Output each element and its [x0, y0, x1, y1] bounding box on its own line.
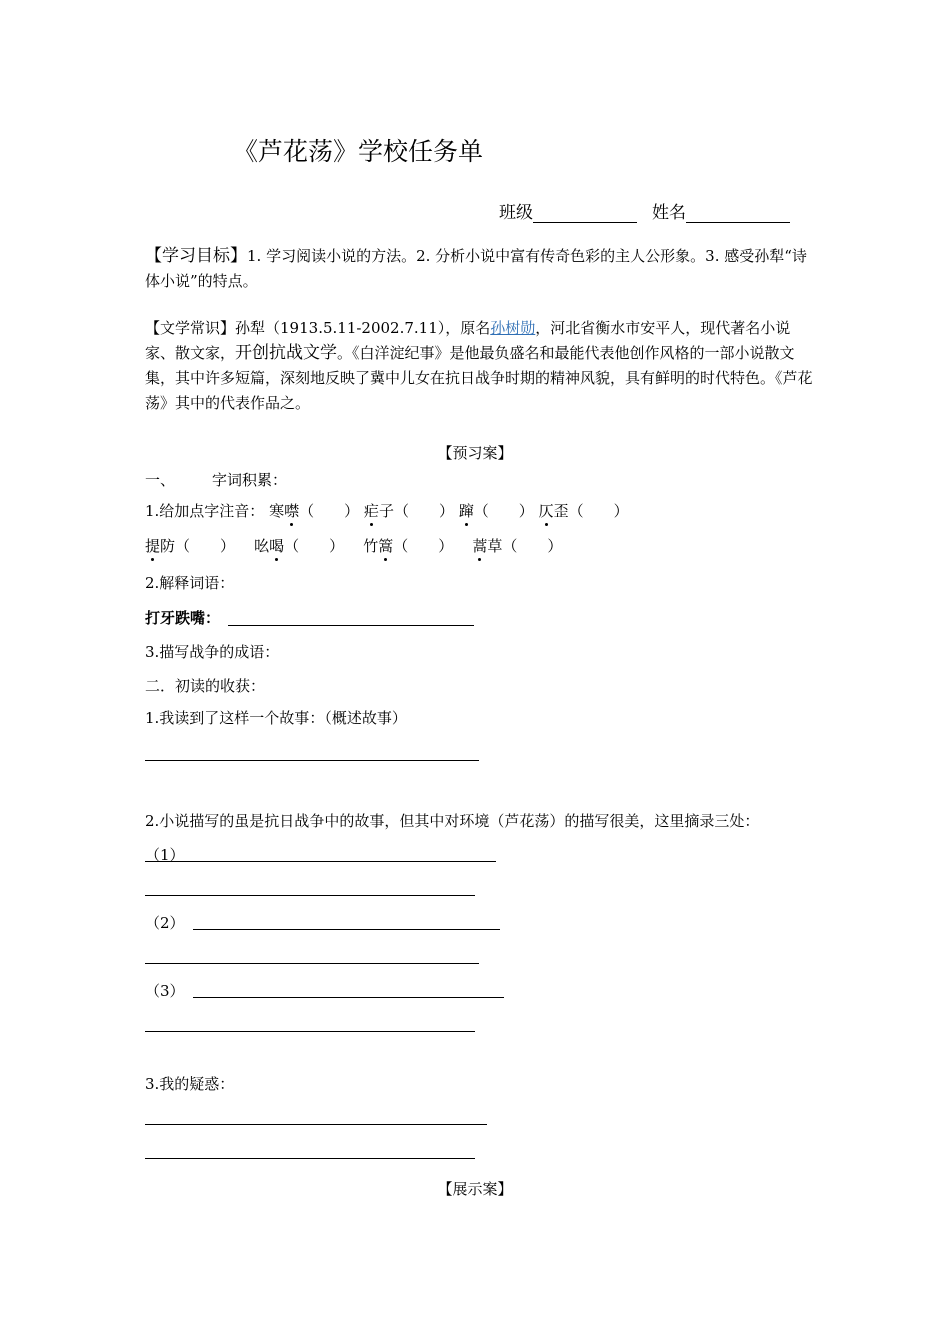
excerpt-1-line[interactable] — [145, 861, 496, 862]
excerpt-3-label: （3） — [145, 982, 185, 1000]
knowledge-text-4: 。《白洋淀纪事》是他最负盛名和最能代表他创作风格的一部小说散文集，其中许多短篇，深刻地反映了冀中儿女在抗日战争时期的精神风貌，具有鲜明的时代特色。《芦花荡》其中的代表作品之。 — [145, 344, 813, 412]
knowledge-text-2: ，河北省衡水市安平人，现代著名小说家、散文家， — [145, 319, 791, 362]
excerpt-2-line-2[interactable] — [145, 963, 479, 964]
knowledge-text-3: 开创抗战文学 — [235, 343, 338, 363]
class-label: 班级 — [499, 203, 533, 223]
section-2-title: 二．初读的收获： — [145, 677, 266, 695]
story-question: 1.我读到了这样一个故事：（概述故事） — [145, 709, 407, 727]
doubts-line-2[interactable] — [145, 1158, 475, 1159]
learning-goals — [145, 244, 813, 294]
pinyin-question — [145, 500, 629, 521]
name-field[interactable] — [652, 198, 790, 223]
name-blank[interactable] — [686, 204, 790, 223]
pinyin-item: 蒿草（ ） — [472, 537, 563, 555]
doubts-line-1[interactable] — [145, 1124, 487, 1125]
section-1-title: 字词积累： — [212, 471, 288, 489]
literary-knowledge — [145, 316, 813, 416]
pinyin-item: 疟子（ ） — [363, 502, 454, 520]
excerpt-1-label: （1） — [145, 846, 185, 864]
knowledge-text-1: 孙犁（1913.5.11-2002.7.11），原名 — [235, 319, 491, 337]
name-label: 姓名 — [652, 203, 686, 223]
show-heading: 【展示案】 — [437, 1180, 513, 1198]
scenery-question: 2.小说描写的虽是抗日战争中的故事，但其中对环境（芦花荡）的描写很美，这里摘录三处： — [145, 812, 760, 830]
pinyin-item: 竹篙（ ） — [363, 537, 454, 555]
word-answer-line[interactable] — [228, 625, 474, 626]
page-title: 《芦花荡》学校任务单 — [233, 137, 484, 166]
preview-heading: 【预习案】 — [437, 444, 513, 462]
excerpt-1-line-2[interactable] — [145, 895, 475, 896]
pinyin-row-2 — [145, 535, 562, 556]
section-1-number: 一、 — [145, 471, 176, 489]
excerpt-3-line[interactable] — [193, 997, 504, 998]
goals-text: 1. 学习阅读小说的方法。2. 分析小说中富有传奇色彩的主人公形象。3. 感受孙犁“诗体小说”的特点。 — [145, 247, 807, 290]
excerpt-3-line-2[interactable] — [145, 1031, 475, 1032]
excerpt-2-label: （2） — [145, 914, 185, 932]
story-answer-line[interactable] — [145, 760, 479, 761]
goals-label: 【学习目标】 — [145, 246, 247, 266]
doubts-question: 3.我的疑惑： — [145, 1075, 235, 1093]
pinyin-item: 吆喝（ ） — [254, 537, 345, 555]
excerpt-2-line[interactable] — [193, 929, 500, 930]
pinyin-item: 提防（ ） — [145, 537, 236, 555]
knowledge-label: 【文学常识】 — [145, 319, 236, 337]
author-name-link[interactable]: 孙树勋 — [490, 319, 536, 337]
pinyin-item: 寒噤（ ） — [269, 502, 360, 520]
class-blank[interactable] — [533, 204, 637, 223]
class-field[interactable] — [499, 198, 637, 223]
explain-words-question: 2.解释词语： — [145, 574, 235, 592]
word-label: 打牙跌嘴： — [145, 609, 221, 627]
pinyin-item: 蹿（ ） — [458, 502, 534, 520]
war-idioms-question: 3.描写战争的成语： — [145, 643, 280, 661]
pinyin-item: 仄歪（ ） — [538, 502, 629, 520]
pinyin-label: 1.给加点字注音： — [145, 502, 265, 520]
